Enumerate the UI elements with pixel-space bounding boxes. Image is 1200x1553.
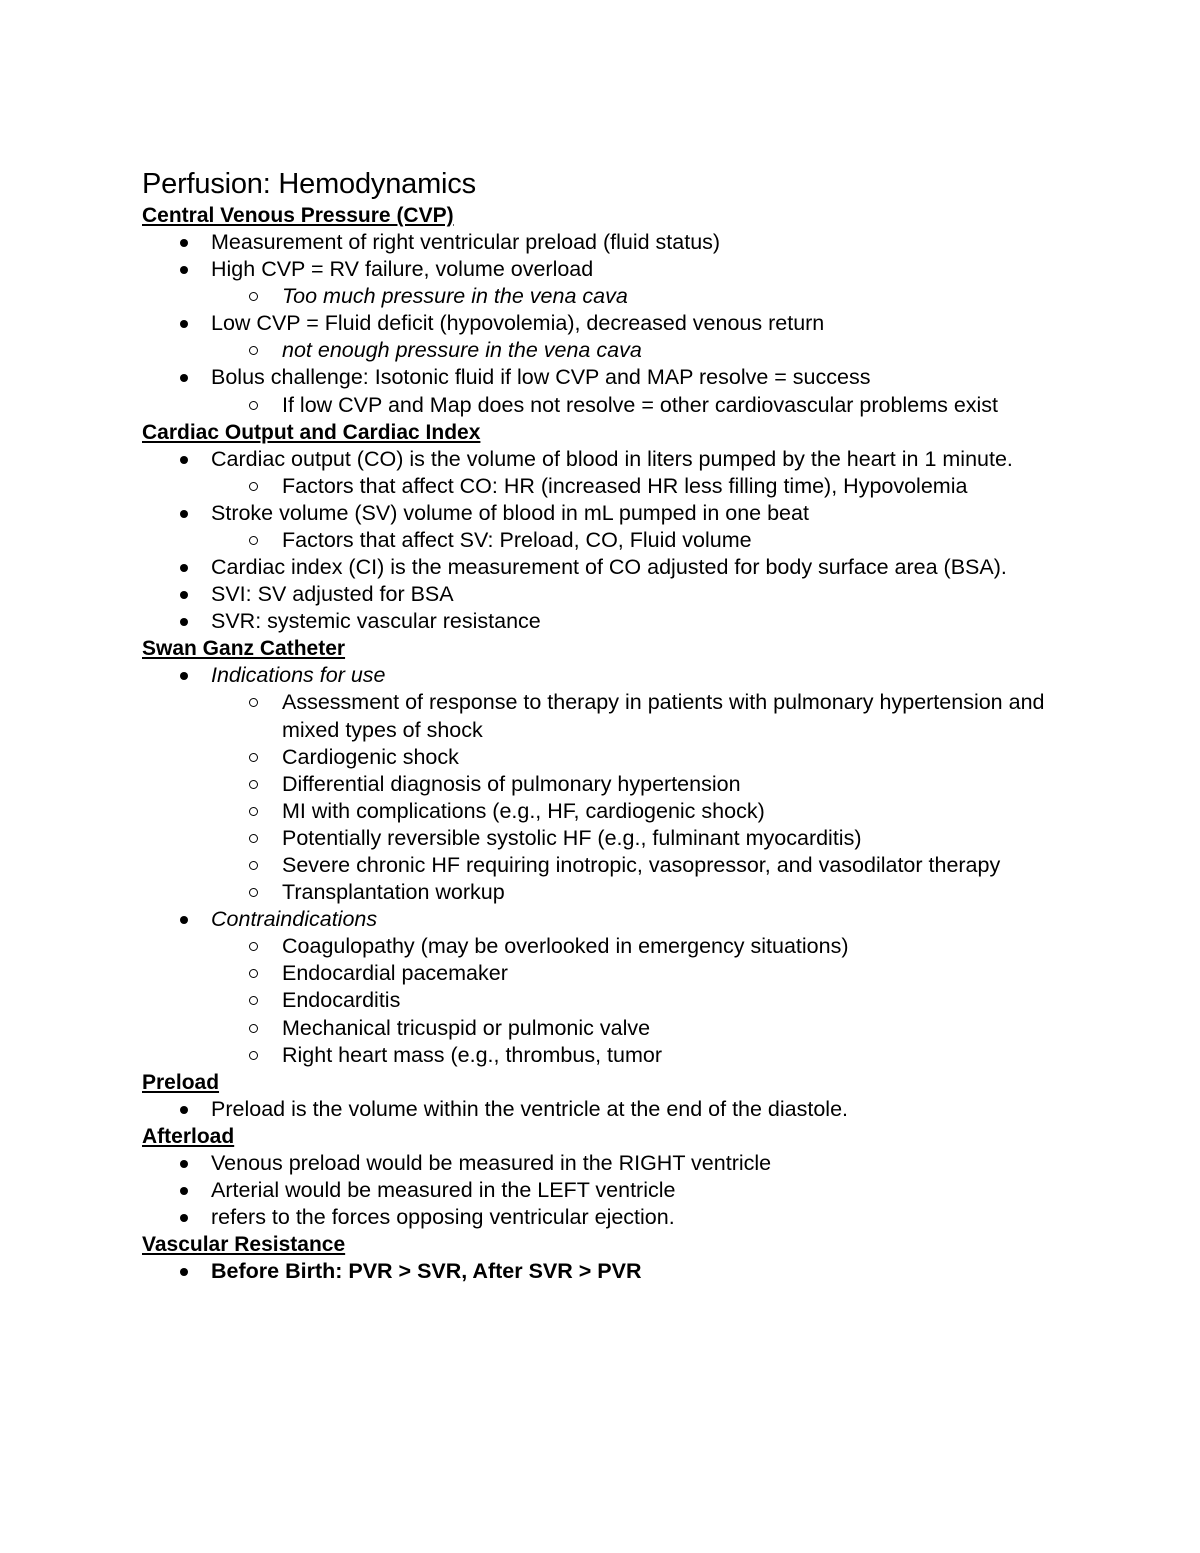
- item-text: Stroke volume (SV) volume of blood in mL pumped in one beat: [211, 500, 809, 525]
- sublist-item: Endocardial pacemaker: [282, 960, 1062, 987]
- list-item: [142, 1096, 1062, 1123]
- item-text: Measurement of right ventricular preload (fluid status): [211, 230, 721, 254]
- sublist: [211, 689, 1062, 906]
- sublist-item: Cardiogenic shock: [282, 744, 1062, 771]
- list-item: [142, 500, 1062, 554]
- list-afterload: [142, 1150, 1062, 1231]
- sublist-item: Endocarditis: [282, 987, 1062, 1014]
- sublist-item: not enough pressure in the vena cava: [282, 337, 1062, 364]
- document-page: [142, 166, 1062, 1285]
- heading-vascular-resistance: Vascular Resistance: [142, 1233, 346, 1257]
- list-cvp: [142, 229, 1062, 419]
- sublist: [211, 392, 1062, 419]
- sublist: [211, 283, 1062, 310]
- item-text: High CVP = RV failure, volume overload: [211, 257, 594, 282]
- document-title: Perfusion: Hemodynamics: [142, 168, 476, 200]
- heading-swan-ganz: Swan Ganz Catheter: [142, 637, 346, 661]
- item-text: Before Birth: PVR > SVR, After SVR > PVR: [211, 1259, 642, 1284]
- list-item: [142, 446, 1062, 500]
- sublist-item: Severe chronic HF requiring inotropic, vasopressor, and vasodilator therapy: [282, 852, 1062, 879]
- item-text: SVI: SV adjusted for BSA: [211, 582, 454, 607]
- item-text: Venous preload would be measured in the RIGHT ventricle: [211, 1150, 772, 1175]
- list-item: [142, 1258, 1062, 1285]
- sublist-item: If low CVP and Map does not resolve = other cardiovascular problems exist: [282, 392, 1062, 419]
- sublist: [211, 527, 1062, 554]
- list-item: [142, 581, 1062, 608]
- item-text: refers to the forces opposing ventricular ejection.: [211, 1205, 675, 1229]
- item-text: Arterial would be measured in the LEFT ventricle: [211, 1177, 676, 1202]
- sublist-item: Factors that affect CO: HR (increased HR less filling time), Hypovolemia: [282, 473, 1062, 500]
- sublist-item: Differential diagnosis of pulmonary hypertension: [282, 771, 1062, 798]
- heading-cardiac-output: Cardiac Output and Cardiac Index: [142, 420, 481, 444]
- sublist-item: Right heart mass (e.g., thrombus, tumor: [282, 1042, 1062, 1069]
- list-item: [142, 364, 1062, 418]
- list-item: [142, 662, 1062, 906]
- sublist: [211, 337, 1062, 364]
- list-vascular-resistance: [142, 1258, 1062, 1285]
- list-item: [142, 229, 1062, 256]
- sublist-item: Potentially reversible systolic HF (e.g., fulminant myocarditis): [282, 825, 1062, 852]
- item-text: Contraindications: [211, 907, 378, 932]
- list-item: [142, 256, 1062, 310]
- item-text: Indications for use: [211, 663, 386, 688]
- sublist-item: Too much pressure in the vena cava: [282, 283, 1062, 310]
- item-text: Bolus challenge: Isotonic fluid if low CVP and MAP resolve = success: [211, 365, 871, 390]
- item-text: SVR: systemic vascular resistance: [211, 609, 541, 634]
- sublist-item: Mechanical tricuspid or pulmonic valve: [282, 1015, 1062, 1042]
- list-item: [142, 1177, 1062, 1204]
- list-preload: [142, 1096, 1062, 1123]
- item-text: Preload is the volume within the ventricle at the end of the diastole.: [211, 1096, 849, 1121]
- list-cardiac-output: [142, 446, 1062, 636]
- sublist-item: Coagulopathy (may be overlooked in emergency situations): [282, 933, 1062, 960]
- item-text: Cardiac output (CO) is the volume of blood in liters pumped by the heart in 1 minute.: [211, 446, 1013, 471]
- heading-preload: Preload: [142, 1070, 220, 1094]
- sublist: [211, 473, 1062, 500]
- sublist-item: MI with complications (e.g., HF, cardiogenic shock): [282, 798, 1062, 825]
- item-text: Low CVP = Fluid deficit (hypovolemia), decreased venous return: [211, 311, 825, 336]
- list-item: [142, 310, 1062, 364]
- heading-cvp: Central Venous Pressure (CVP): [142, 204, 454, 227]
- list-item: [142, 554, 1062, 581]
- list-item: [142, 608, 1062, 635]
- list-item: [142, 906, 1062, 1069]
- list-swan-ganz: [142, 662, 1062, 1068]
- item-text: Cardiac index (CI) is the measurement of CO adjusted for body surface area (BSA).: [211, 555, 1007, 580]
- sublist: [211, 933, 1062, 1068]
- heading-afterload: Afterload: [142, 1124, 235, 1148]
- list-item: [142, 1204, 1062, 1231]
- sublist-item: Transplantation workup: [282, 879, 1062, 906]
- list-item: [142, 1150, 1062, 1177]
- sublist-item: Factors that affect SV: Preload, CO, Fluid volume: [282, 527, 1062, 554]
- sublist-item: Assessment of response to therapy in patients with pulmonary hypertension and mixed types of shock: [282, 689, 1062, 743]
